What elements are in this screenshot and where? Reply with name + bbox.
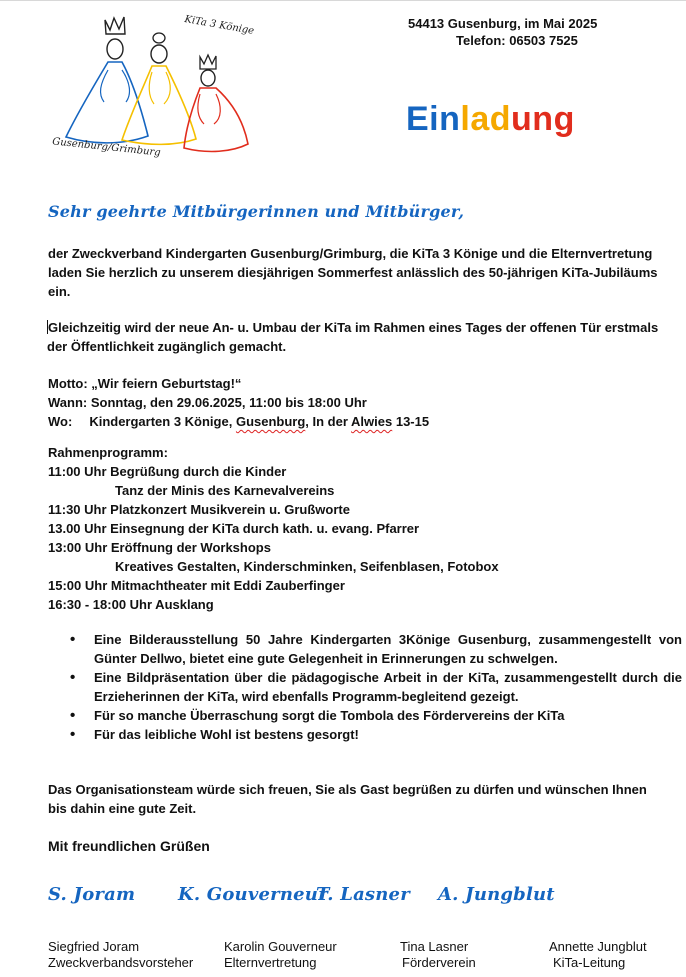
page-title bbox=[406, 100, 575, 139]
logo-top-text: KiTa 3 Könige bbox=[183, 13, 255, 38]
signer-gouverneur bbox=[224, 939, 337, 971]
signature-lasner: T. Lasner bbox=[316, 884, 410, 905]
program-item: Kreatives Gestalten, Kinderschminken, Seifenblasen, Fotobox bbox=[115, 559, 499, 574]
signer-joram bbox=[48, 939, 193, 971]
program-item: 11:30 Uhr Platzkonzert Musikverein u. Grußworte bbox=[48, 502, 350, 517]
signature-gouverneur: K. Gouverneur bbox=[178, 884, 328, 905]
title-part-3: ung bbox=[511, 100, 575, 138]
event-where-number: 13-15 bbox=[392, 414, 430, 429]
three-kings-logo-icon bbox=[48, 12, 278, 182]
kita-logo bbox=[48, 12, 278, 182]
event-where bbox=[48, 412, 668, 431]
signer-jungblut bbox=[549, 939, 647, 971]
signer-role: Zweckverbandsvorsteher bbox=[48, 955, 194, 970]
signer-name: Tina Lasner bbox=[400, 939, 469, 954]
signer-name: Siegfried Joram bbox=[48, 939, 140, 954]
regards: Mit freundlichen Grüßen bbox=[48, 838, 210, 854]
program-section bbox=[48, 443, 668, 614]
signer-name: Karolin Gouverneur bbox=[224, 939, 337, 954]
signer-name: Annette Jungblut bbox=[549, 939, 647, 954]
salutation: Sehr geehrte Mitbürgerinnen und Mitbürger, bbox=[48, 202, 465, 221]
address-line: 54413 Gusenburg, im Mai 2025 bbox=[408, 16, 598, 31]
list-item: • Eine Bildpräsentation über die pädagogische Arbeit in der KiTa, zusammengestellt durch die Erzieherinnen der KiTa, wird ebenfalls Programm-begleitend gezeigt. bbox=[48, 668, 682, 706]
event-details bbox=[48, 374, 668, 431]
event-where-town: Gusenburg bbox=[235, 414, 306, 429]
open-day-paragraph bbox=[47, 318, 667, 356]
signature-jungblut: A. Jungblut bbox=[438, 884, 555, 905]
list-item: • Für das leibliche Wohl ist bestens gesorgt! bbox=[48, 725, 682, 744]
phone-line: Telefon: 06503 7525 bbox=[456, 33, 578, 48]
event-where-street: Alwies bbox=[351, 414, 393, 429]
title-part-2: lad bbox=[460, 100, 512, 138]
event-where-label: Wo: bbox=[48, 414, 73, 429]
highlights-list bbox=[48, 630, 682, 744]
signer-role: Förderverein bbox=[402, 955, 476, 970]
program-item: 15:00 Uhr Mitmachtheater mit Eddi Zauberfinger bbox=[48, 578, 345, 593]
list-item: • Für so manche Überraschung sorgt die Tombola des Fördervereins der KiTa bbox=[48, 706, 682, 725]
program-item: Tanz der Minis des Karnevalvereins bbox=[115, 483, 335, 498]
signature-joram: S. Joram bbox=[48, 884, 136, 905]
event-where-text: Kindergarten 3 Könige, bbox=[89, 414, 236, 429]
logo-bottom-text: Gusenburg/Grimburg bbox=[51, 136, 162, 159]
title-part-1: Ein bbox=[406, 100, 461, 138]
page-top-border bbox=[0, 0, 686, 1]
program-heading: Rahmenprogramm: bbox=[48, 445, 168, 460]
list-item: • Eine Bilderausstellung 50 Jahre Kindergarten 3Könige Gusenburg, zusammengestellt von Günter Dellwo, bietet eine gute Gelegenheit in Erinnerungen zu schwelgen. bbox=[48, 630, 682, 668]
program-item: 16:30 - 18:00 Uhr Ausklang bbox=[48, 597, 214, 612]
program-item: 11:00 Uhr Begrüßung durch die Kinder bbox=[48, 464, 287, 479]
event-motto: Motto: „Wir feiern Geburtstag!“ bbox=[48, 376, 242, 391]
closing-paragraph: Das Organisationsteam würde sich freuen, Sie als Gast begrüßen zu dürfen und wünschen Ihnen bis dahin eine gute Zeit. bbox=[48, 782, 647, 816]
open-day-text: Gleichzeitig wird der neue An- u. Umbau der KiTa im Rahmen eines Tages der offenen Tür erstmals der Öffentlichkeit zugänglich gemacht. bbox=[47, 320, 659, 354]
signer-role: KiTa-Leitung bbox=[553, 955, 626, 970]
program-item: 13:00 Uhr Eröffnung der Workshops bbox=[48, 540, 271, 555]
signer-lasner bbox=[400, 939, 476, 971]
event-where-text-2: , In der bbox=[305, 414, 352, 429]
intro-paragraph: der Zweckverband Kindergarten Gusenburg/Grimburg, die KiTa 3 Könige und die Elternvertretung laden Sie herzlich zu unserem diesjährigen Sommerfest anlässlich des 50-jährigen KiTa-Jubiläums ein. bbox=[48, 246, 658, 299]
event-when: Wann: Sonntag, den 29.06.2025, 11:00 bis 18:00 Uhr bbox=[48, 395, 367, 410]
signer-role: Elternvertretung bbox=[224, 955, 317, 970]
program-item: 13.00 Uhr Einsegnung der KiTa durch kath. u. evang. Pfarrer bbox=[48, 521, 420, 536]
